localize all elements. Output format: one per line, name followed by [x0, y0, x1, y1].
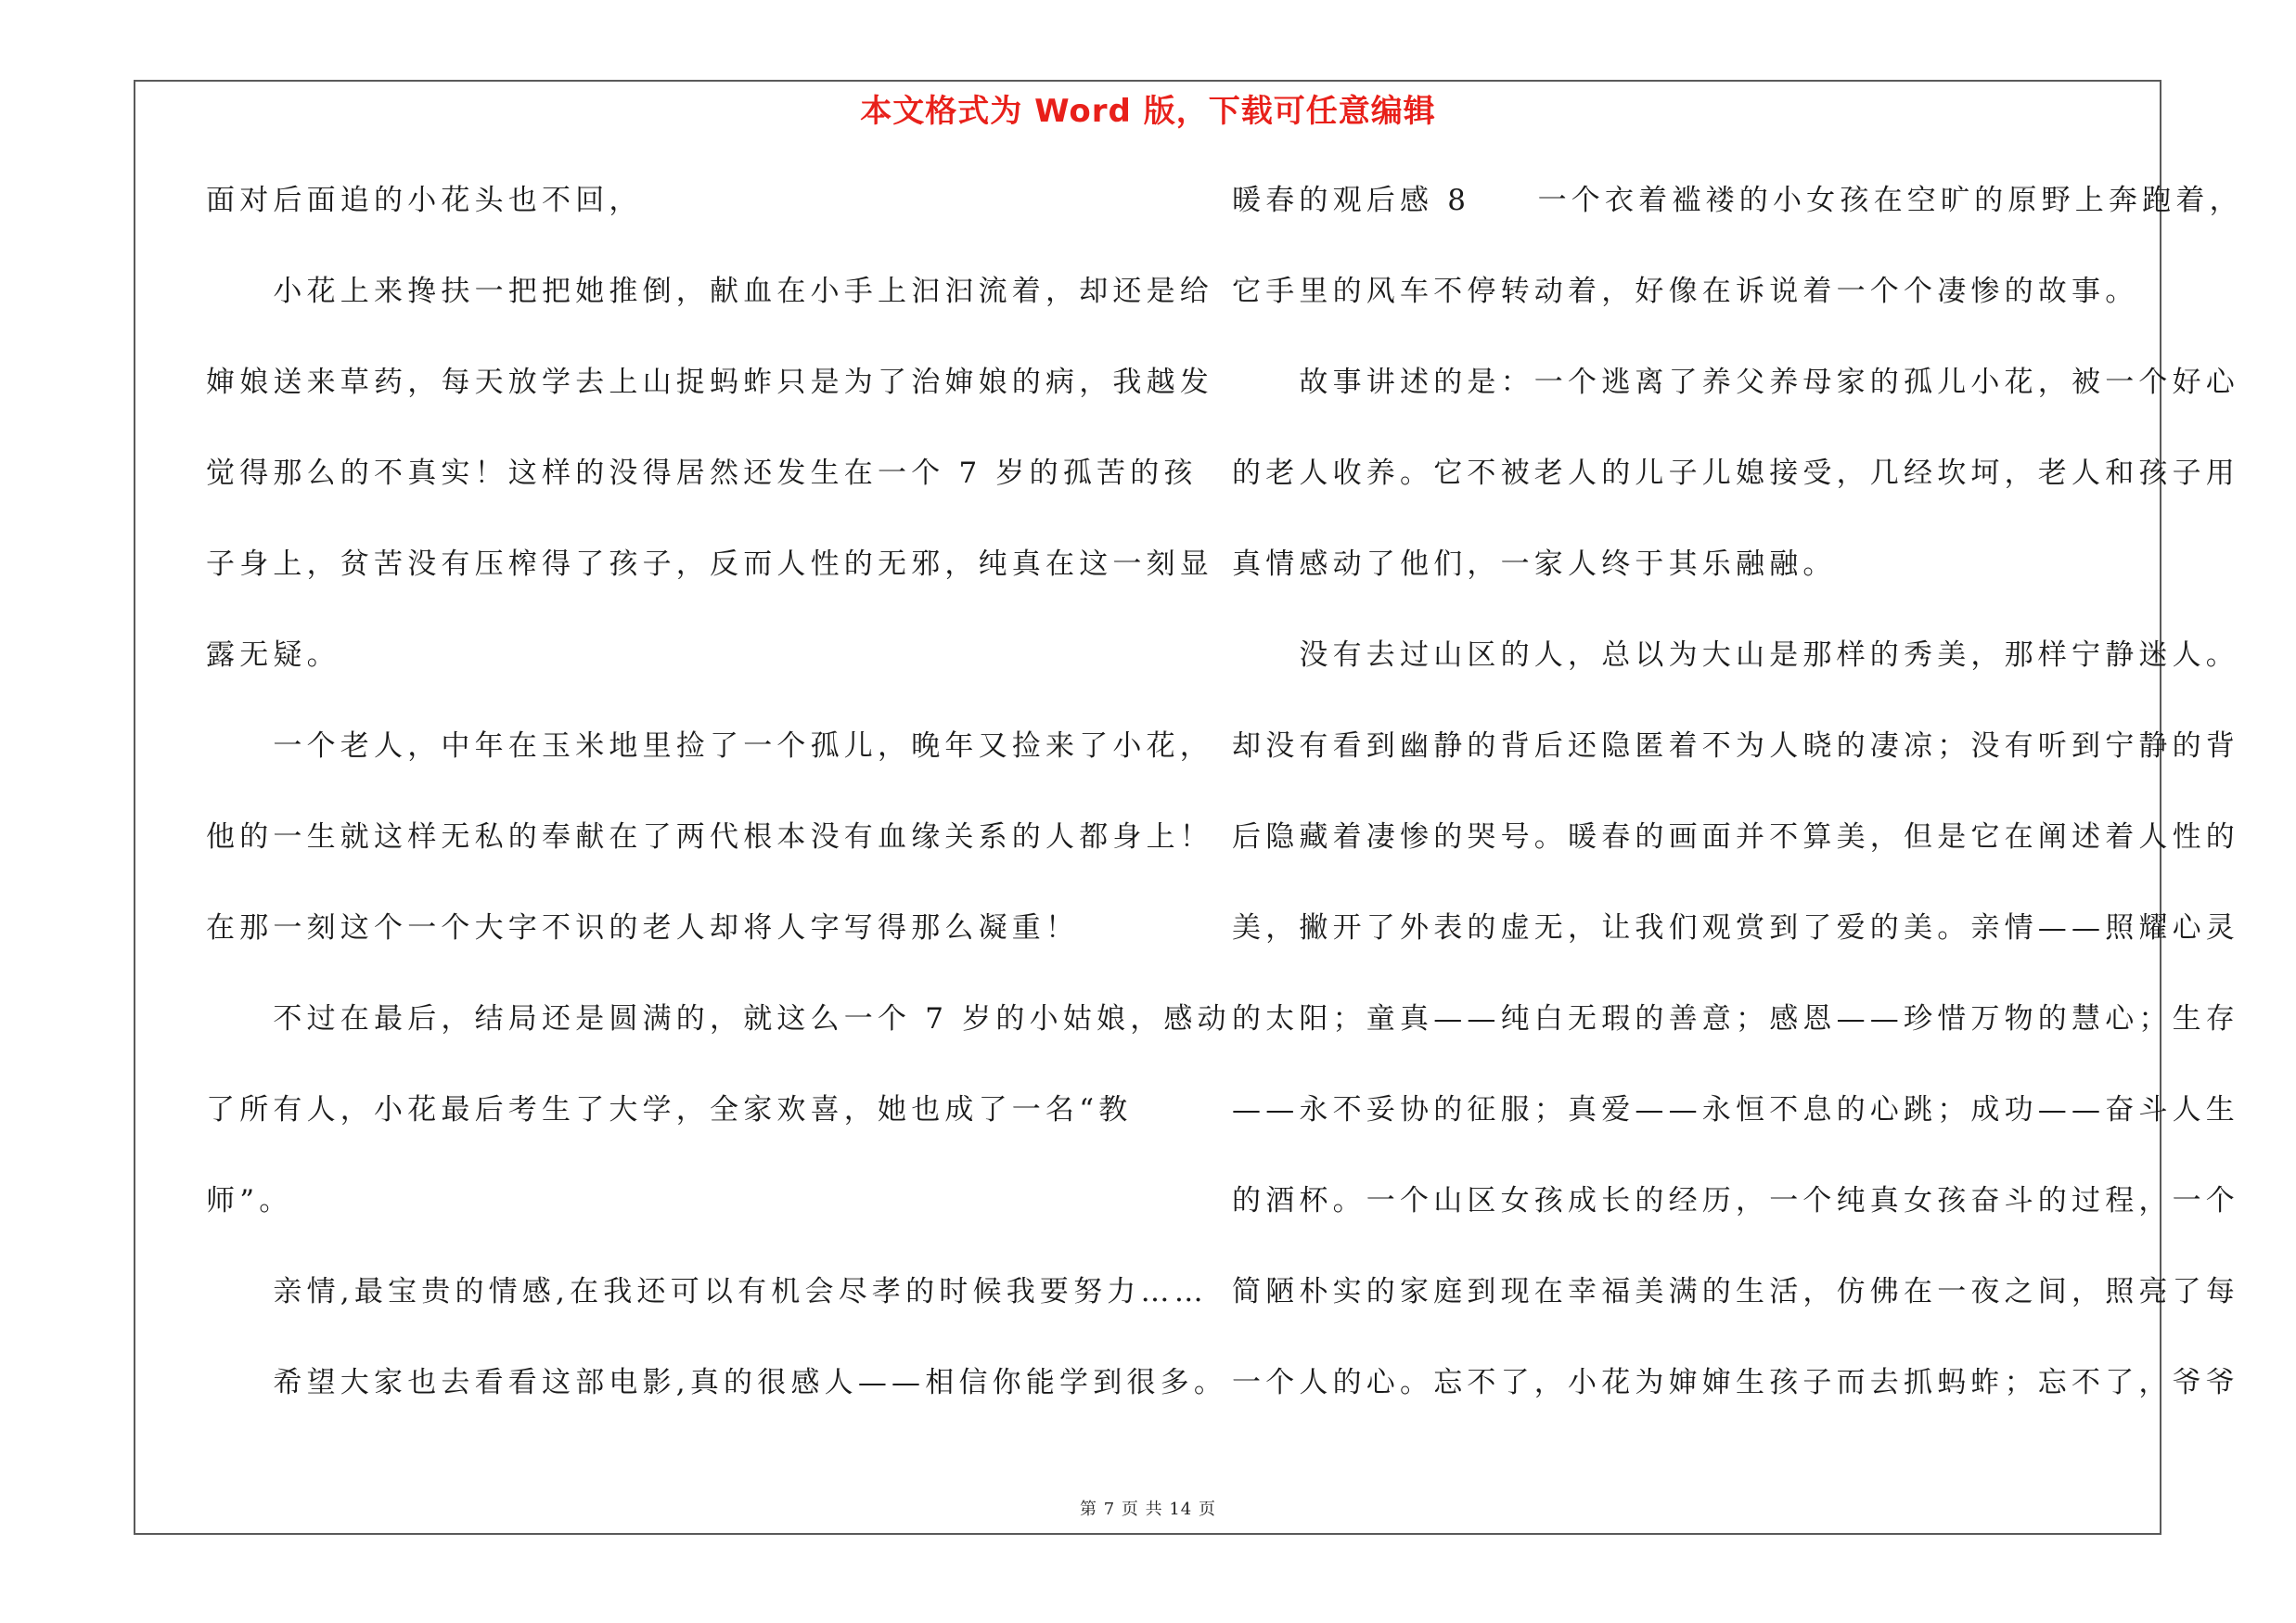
- text-line: 的酒杯。一个山区女孩成长的经历，一个纯真女孩奋斗的过程，一个: [1232, 1184, 2239, 1217]
- text-line: 小花上来搀扶一把把她推倒，献血在小手上汩汩流着，却还是给: [206, 275, 1213, 308]
- text-line: 后隐藏着凄惨的哭号。暖春的画面并不算美，但是它在阐述着人性的: [1232, 820, 2239, 854]
- text-line: 的太阳；童真——纯白无瑕的善意；感恩——珍惜万物的慧心；生存: [1232, 1002, 2239, 1036]
- text-line: 真情感动了他们，一家人终于其乐融融。: [1232, 547, 1837, 581]
- text-line: 故事讲述的是：一个逃离了养父养母家的孤儿小花，被一个好心: [1232, 366, 2239, 399]
- text-line: 却没有看到幽静的背后还隐匿着不为人晓的凄凉；没有听到宁静的背: [1232, 729, 2239, 763]
- text-line: 在那一刻这个一个大字不识的老人却将人字写得那么凝重！: [206, 911, 1080, 945]
- text-line: 美，撇开了外表的虚无，让我们观赏到了爱的美。亲情——照耀心灵: [1232, 911, 2239, 945]
- text-line: 亲情,最宝贵的情感,在我还可以有机会尽孝的时候我要努力……: [206, 1275, 1208, 1308]
- text-line: 了所有人，小花最后考生了大学，全家欢喜，她也成了一名“教: [206, 1093, 1133, 1127]
- text-line: 简陋朴实的家庭到现在幸福美满的生活，仿佛在一夜之间，照亮了每: [1232, 1275, 2239, 1308]
- text-line: 的老人收养。它不被老人的儿子儿媳接受，几经坎坷，老人和孩子用: [1232, 457, 2239, 490]
- text-line: 婶娘送来草药，每天放学去上山捉蚂蚱只是为了治婶娘的病，我越发: [206, 366, 1213, 399]
- text-line: 它手里的风车不停转动着，好像在诉说着一个个凄惨的故事。: [1232, 275, 2139, 308]
- text-line: 子身上，贫苦没有压榨得了孩子，反而人性的无邪，纯真在这一刻显: [206, 547, 1213, 581]
- text-line: 没有去过山区的人，总以为大山是那样的秀美，那样宁静迷人。: [1232, 638, 2239, 672]
- text-line: 不过在最后，结局还是圆满的，就这么一个 7 岁的小姑娘，感动: [206, 1002, 1231, 1036]
- text-line: 他的一生就这样无私的奉献在了两代根本没有血缘关系的人都身上！: [206, 820, 1213, 854]
- text-line: ——永不妥协的征服；真爱——永恒不息的心跳；成功——奋斗人生: [1232, 1093, 2239, 1127]
- text-line: 希望大家也去看看这部电影,真的很感人——相信你能学到很多。: [206, 1366, 1228, 1399]
- text-line: 觉得那么的不真实！这样的没得居然还发生在一个 7 岁的孤苦的孩: [206, 457, 1198, 490]
- text-line: 暖春的观后感 8 一个衣着褴褛的小女孩在空旷的原野上奔跑着，: [1232, 184, 2243, 217]
- format-notice: 本文格式为 Word 版，下载可任意编辑: [860, 93, 1436, 130]
- text-line: 一个老人，中年在玉米地里捡了一个孤儿，晚年又捡来了小花，: [206, 729, 1213, 763]
- text-line: 师”。: [206, 1184, 293, 1217]
- text-line: 露无疑。: [206, 638, 340, 672]
- text-line: 一个人的心。忘不了，小花为婶婶生孩子而去抓蚂蚱；忘不了，爷爷: [1232, 1366, 2239, 1399]
- page-number: 第 7 页 共 14 页: [1080, 1500, 1216, 1519]
- text-line: 面对后面追的小花头也不回，: [206, 184, 643, 217]
